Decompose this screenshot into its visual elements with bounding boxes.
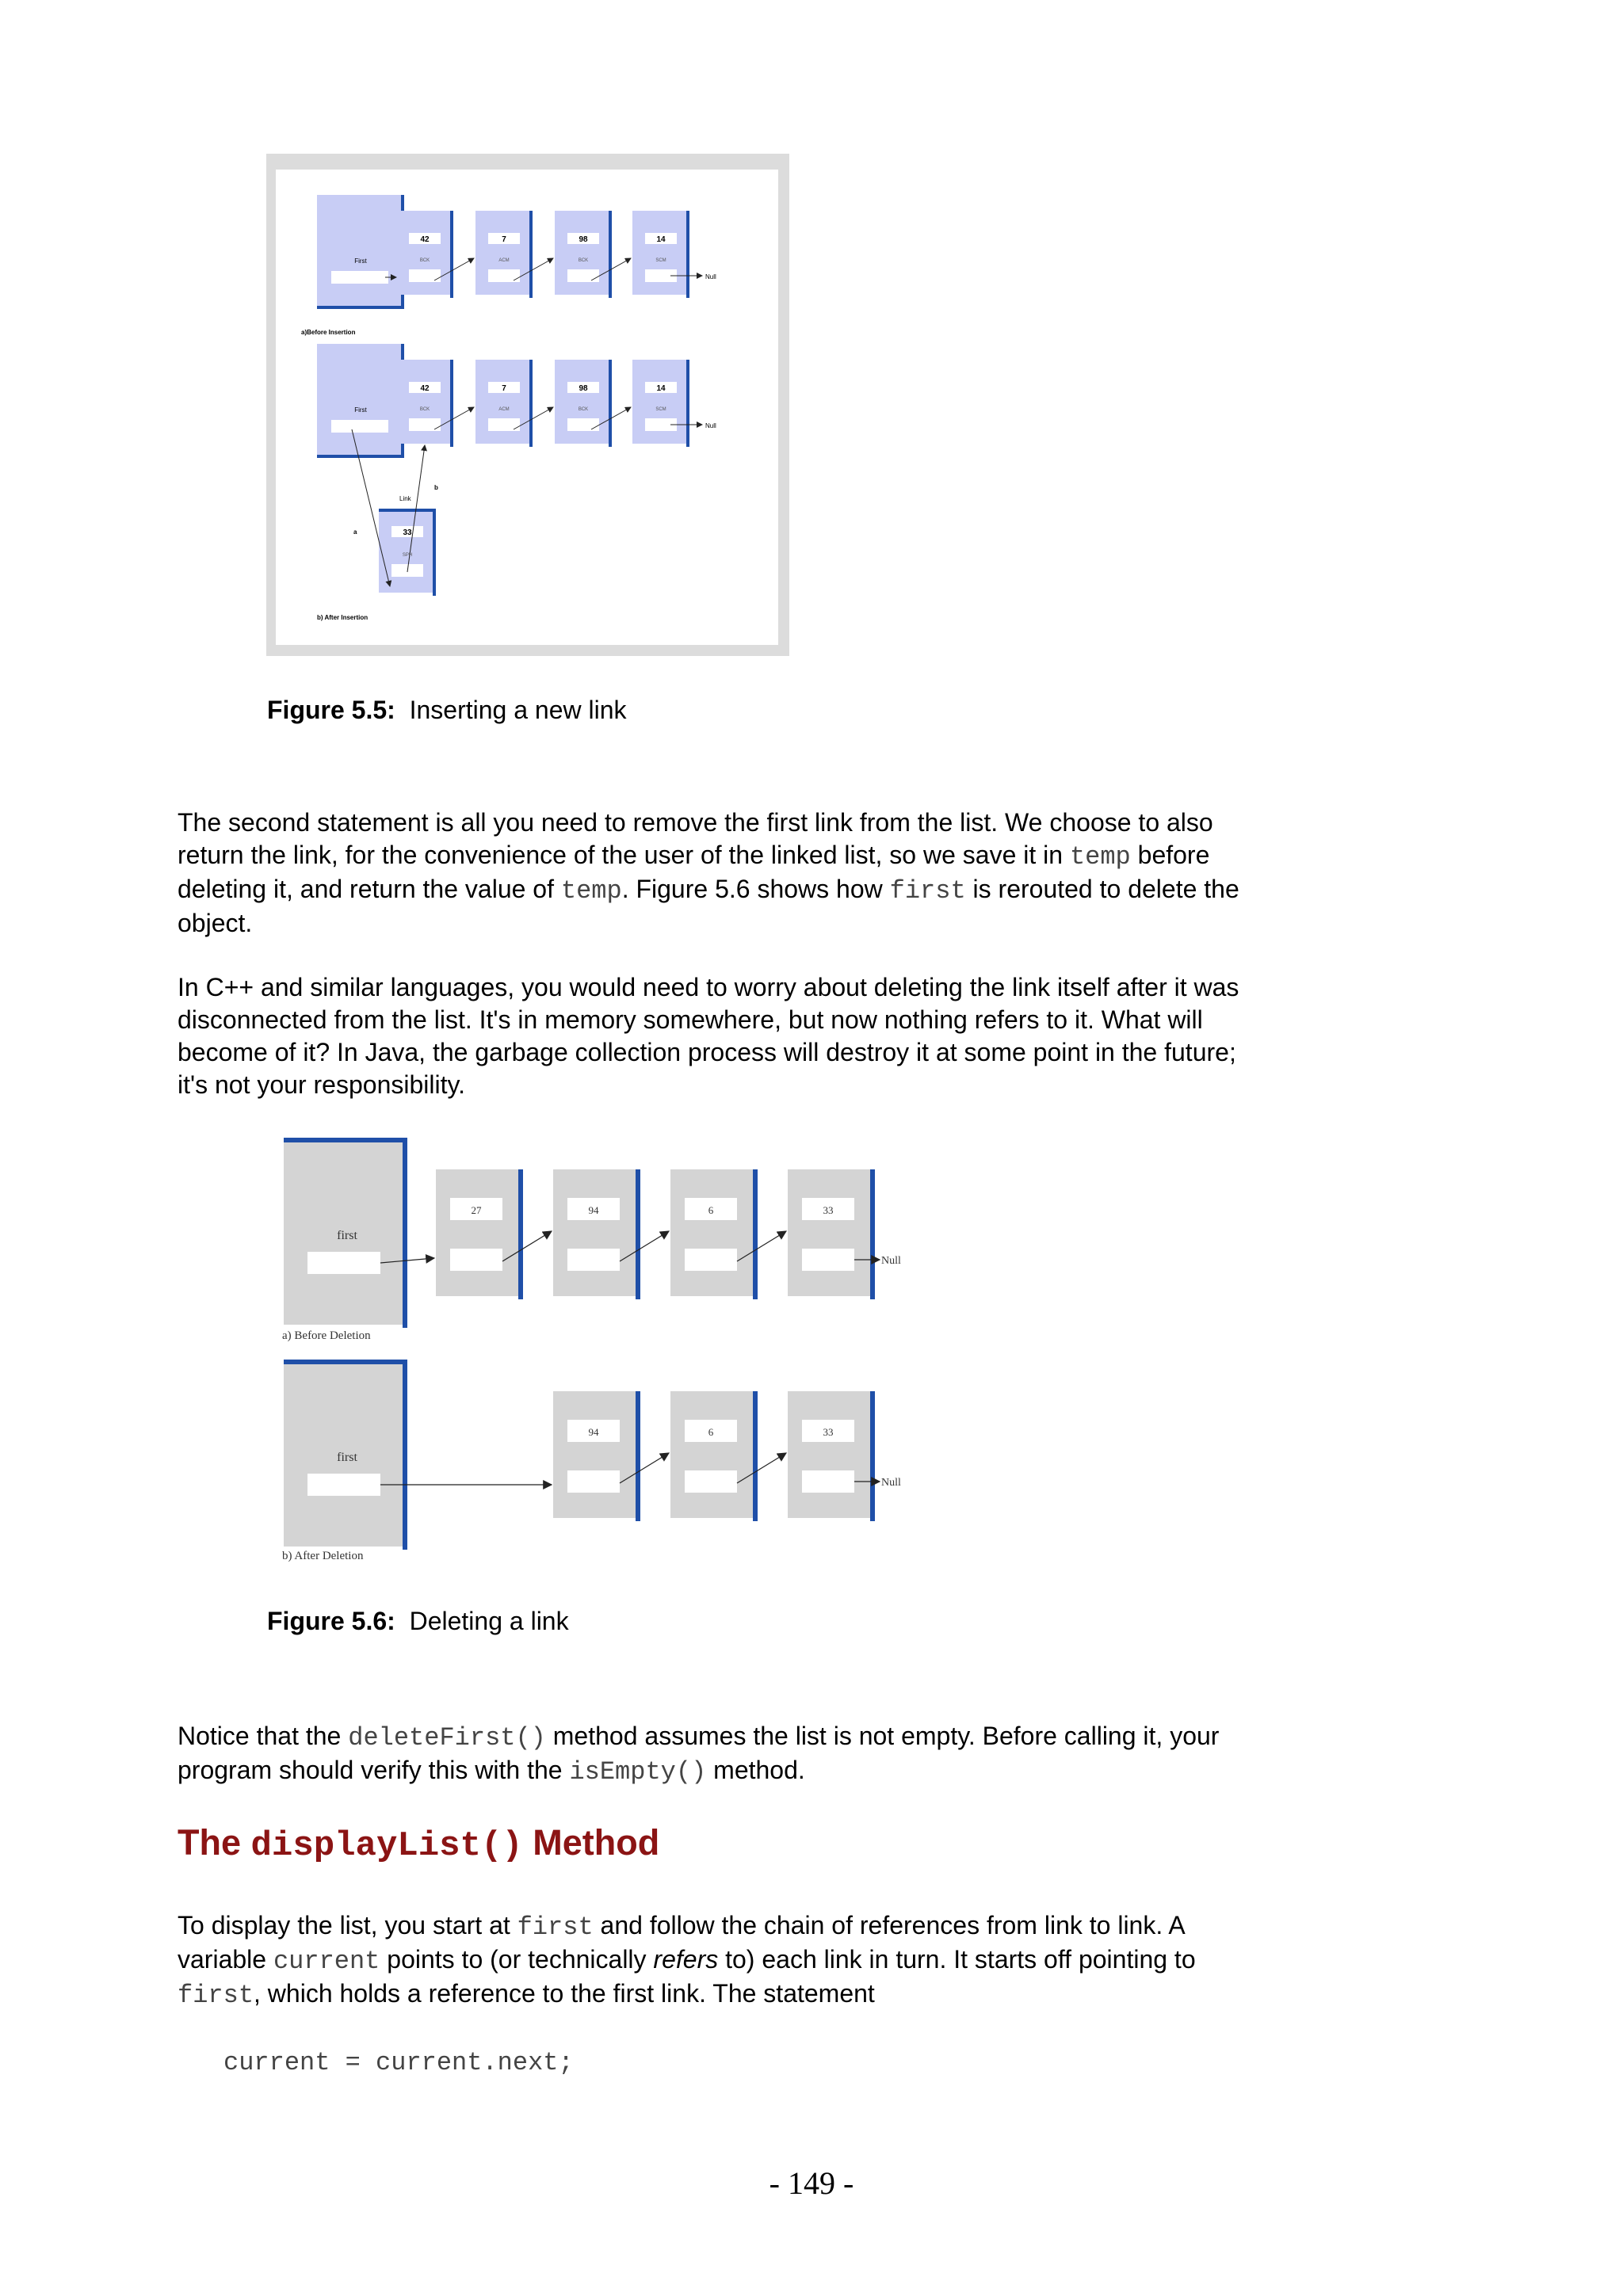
section-heading: The displayList() Method (178, 1822, 660, 1866)
svg-text:ACM: ACM (498, 258, 510, 263)
svg-text:7: 7 (502, 384, 506, 393)
paragraph-4: To display the list, you start at first and follow the chain of references from link to link. A variable current points to (or technically refers to) each link in turn. It starts off pointing to first, which holds a reference to the first link. The statement (178, 1911, 1196, 2010)
figure-5-6-diagram (281, 1138, 938, 1566)
svg-text:Null: Null (881, 1477, 901, 1489)
svg-text:14: 14 (656, 384, 666, 393)
first-node-before (317, 195, 404, 309)
new-link-label: Link (399, 495, 411, 502)
svg-text:27: 27 (471, 1204, 482, 1216)
label-after-deletion: b) After Deletion (282, 1550, 364, 1562)
first-node-after (317, 344, 404, 458)
svg-text:SCM: SCM (655, 258, 666, 263)
link-node (396, 360, 453, 447)
svg-text:33: 33 (823, 1426, 834, 1438)
label-after-insertion: b) After Insertion (317, 614, 369, 621)
svg-text:98: 98 (579, 235, 588, 244)
null-label: Null (705, 273, 716, 280)
page-number: - 149 - (769, 2165, 854, 2201)
link-node (555, 211, 612, 298)
first-label: First (354, 257, 367, 265)
link-node (475, 211, 533, 298)
svg-text:94: 94 (588, 1426, 599, 1438)
svg-text:7: 7 (502, 235, 506, 244)
link-node (553, 1391, 640, 1521)
link-node (396, 211, 453, 298)
svg-text:First: First (354, 406, 367, 414)
link-node (475, 360, 533, 447)
svg-text:42: 42 (420, 235, 430, 244)
svg-text:SCM: SCM (655, 407, 666, 412)
link-node (553, 1169, 640, 1299)
svg-text:14: 14 (656, 235, 666, 244)
figure-5-6-caption: Figure 5.6: Deleting a link (267, 1607, 569, 1635)
link-node (670, 1391, 758, 1521)
first-node-after-deletion (284, 1360, 407, 1550)
svg-text:6: 6 (708, 1426, 714, 1438)
label-before-insertion: a)Before Insertion (301, 329, 356, 336)
marker-b: b (434, 484, 438, 491)
figure-5-5-diagram (266, 154, 789, 656)
svg-text:BCK: BCK (419, 407, 430, 412)
link-node (632, 360, 689, 447)
svg-text:Null: Null (705, 422, 716, 429)
first-node-before-deletion (284, 1138, 407, 1328)
paragraph-2: In C++ and similar languages, you would need to worry about deleting the link itself after it was disconnected from the list. It's in memory somewhere, but now nothing refers to it. What will become of it? In Java, the garbage collection process will destroy it at some point in the future; it's not your responsibility. (178, 973, 1239, 1099)
svg-text:42: 42 (420, 384, 430, 393)
paragraph-3: Notice that the deleteFirst() method assumes the list is not empty. Before calling it, your program should verify this with the isEmpty() method. (178, 1722, 1220, 1787)
svg-text:BCK: BCK (578, 258, 589, 263)
svg-text:6: 6 (708, 1204, 714, 1216)
svg-text:94: 94 (588, 1204, 599, 1216)
svg-text:98: 98 (579, 384, 588, 393)
link-node (555, 360, 612, 447)
svg-text:ACM: ACM (498, 407, 510, 412)
figure-5-5-caption: Figure 5.5: Inserting a new link (267, 696, 627, 724)
new-link-node (379, 509, 436, 596)
paragraph-1: The second statement is all you need to remove the first link from the list. We choose to also return the link, for the convenience of the user of the linked list, so we save it in temp before deleting it, and return the value of temp. Figure 5.6 shows how first is rerouted to delete the object. (178, 808, 1239, 937)
svg-text:first: first (337, 1229, 357, 1242)
svg-text:33: 33 (823, 1204, 834, 1216)
code-snippet: current = current.next; (223, 2048, 574, 2077)
link-node (632, 211, 689, 298)
svg-text:BCK: BCK (419, 258, 430, 263)
link-node (670, 1169, 758, 1299)
svg-text:SPH: SPH (402, 553, 413, 558)
link-node (788, 1391, 875, 1521)
svg-text:33: 33 (403, 528, 412, 537)
svg-text:BCK: BCK (578, 407, 589, 412)
label-before-deletion: a) Before Deletion (282, 1329, 371, 1342)
svg-text:Null: Null (881, 1255, 901, 1267)
svg-text:first: first (337, 1451, 357, 1464)
marker-a: a (353, 528, 357, 536)
link-node (788, 1169, 875, 1299)
link-node (436, 1169, 523, 1299)
